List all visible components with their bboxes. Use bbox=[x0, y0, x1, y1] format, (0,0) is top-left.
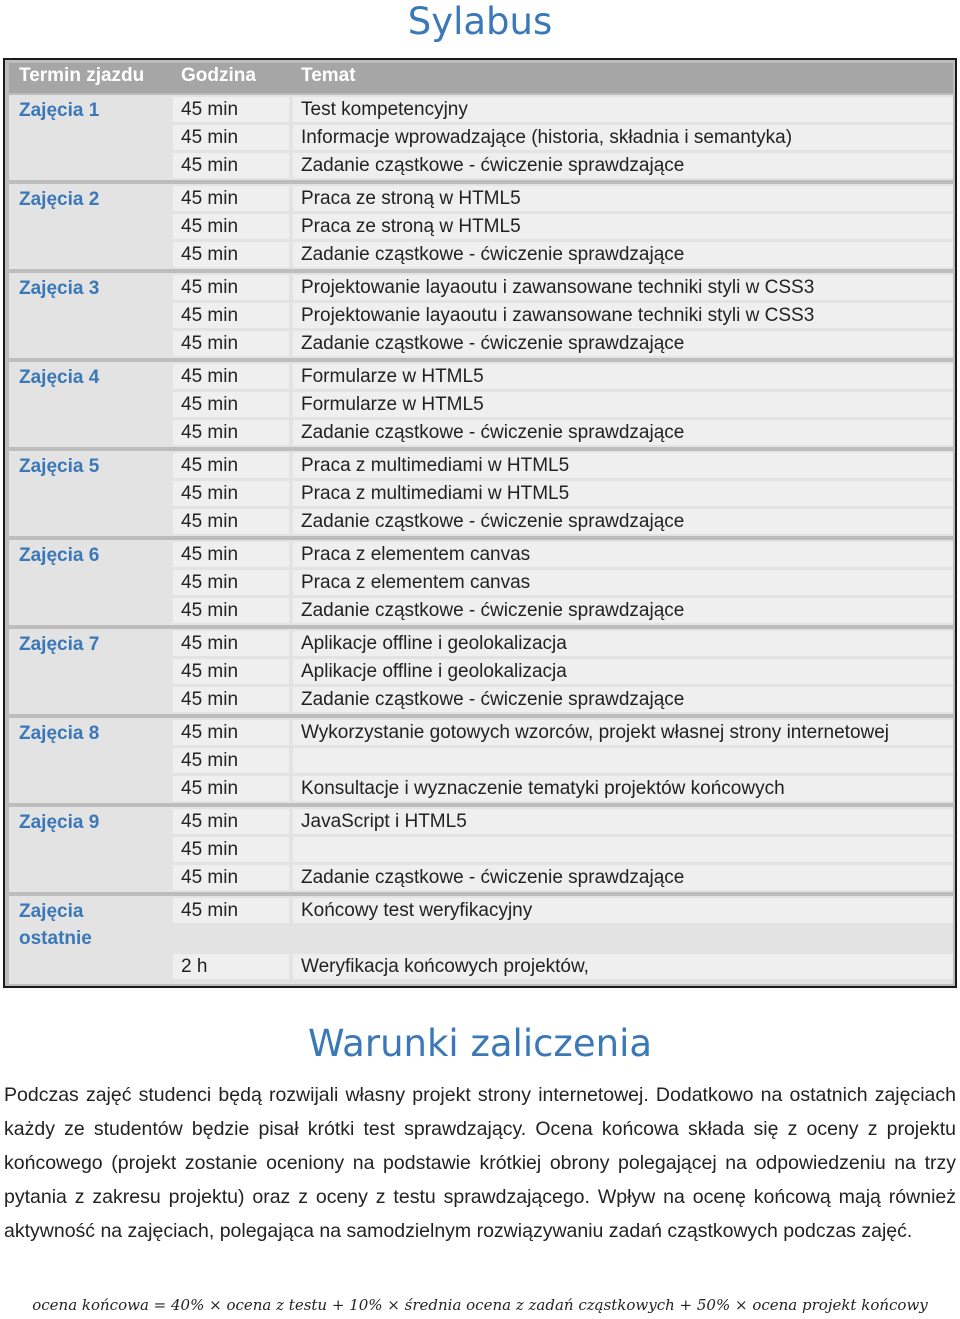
table-row bbox=[9, 570, 953, 595]
row-topic: Zadanie cząstkowe - ćwiczenie sprawdzające bbox=[301, 244, 685, 265]
row-duration: 45 min bbox=[181, 305, 239, 326]
row-topic: Zadanie cząstkowe - ćwiczenie sprawdzające bbox=[301, 511, 685, 532]
session-group bbox=[9, 718, 953, 803]
table-row bbox=[9, 631, 953, 656]
row-duration: 45 min bbox=[181, 900, 239, 921]
row-duration: 45 min bbox=[181, 750, 239, 771]
row-duration: 45 min bbox=[181, 455, 239, 476]
cell-bg bbox=[293, 837, 953, 862]
table-row bbox=[9, 364, 953, 389]
row-topic: Aplikacje offline i geolokalizacja bbox=[301, 633, 567, 654]
table-row bbox=[9, 275, 953, 300]
row-duration: 45 min bbox=[181, 366, 239, 387]
session-group bbox=[9, 451, 953, 536]
row-topic: Weryfikacja końcowych projektów, bbox=[301, 956, 589, 977]
row-duration: 45 min bbox=[181, 778, 239, 799]
table-row bbox=[9, 303, 953, 328]
section-title: Warunki zaliczenia bbox=[307, 1022, 653, 1065]
syllabus-table bbox=[3, 58, 957, 988]
table-row bbox=[9, 776, 953, 801]
row-duration: 45 min bbox=[181, 244, 239, 265]
session-label: Zajęcia 4 bbox=[19, 367, 100, 388]
row-duration: 2 h bbox=[181, 956, 208, 977]
session-label: Zajęcia 9 bbox=[19, 812, 100, 833]
row-topic: Zadanie cząstkowe - ćwiczenie sprawdzające bbox=[301, 155, 685, 176]
header-hour: Godzina bbox=[181, 65, 256, 86]
table-row bbox=[9, 153, 953, 178]
row-topic: Formularze w HTML5 bbox=[301, 366, 484, 387]
row-topic: JavaScript i HTML5 bbox=[301, 811, 467, 832]
session-label: Zajęcia 8 bbox=[19, 723, 100, 744]
row-duration: 45 min bbox=[181, 216, 239, 237]
session-group bbox=[9, 540, 953, 625]
session-label: Zajęcia 3 bbox=[19, 278, 100, 299]
session-group bbox=[9, 184, 953, 269]
row-duration: 45 min bbox=[181, 511, 239, 532]
table-row bbox=[9, 809, 953, 834]
session-group bbox=[9, 629, 953, 714]
row-topic: Test kompetencyjny bbox=[301, 99, 468, 120]
table-header bbox=[9, 63, 953, 93]
table-row bbox=[9, 542, 953, 567]
session-label: Zajęcia 1 bbox=[19, 100, 100, 121]
row-duration: 45 min bbox=[181, 544, 239, 565]
session-group bbox=[9, 273, 953, 358]
table-row bbox=[9, 598, 953, 623]
table-row bbox=[9, 125, 953, 150]
row-duration: 45 min bbox=[181, 867, 239, 888]
table-row bbox=[9, 420, 953, 445]
table-row bbox=[9, 865, 953, 890]
row-topic: Praca ze stroną w HTML5 bbox=[301, 188, 521, 209]
row-topic: Wykorzystanie gotowych wzorców, projekt własnej strony internetowej bbox=[301, 722, 890, 743]
row-duration: 45 min bbox=[181, 127, 239, 148]
row-duration: 45 min bbox=[181, 811, 239, 832]
table-row bbox=[9, 453, 953, 478]
page-title: Sylabus bbox=[407, 0, 553, 43]
session-label: Zajęcia ostatnie bbox=[19, 901, 92, 949]
table-row bbox=[9, 186, 953, 211]
session-group bbox=[9, 896, 953, 984]
row-topic: Aplikacje offline i geolokalizacja bbox=[301, 661, 567, 682]
table-row bbox=[9, 331, 953, 356]
table-row bbox=[9, 242, 953, 267]
session-label: Zajęcia 5 bbox=[19, 456, 100, 477]
row-topic: Konsultacje i wyznaczenie tematyki projektów końcowych bbox=[301, 778, 785, 799]
row-duration: 45 min bbox=[181, 394, 239, 415]
table-row bbox=[9, 720, 953, 745]
row-duration: 45 min bbox=[181, 839, 239, 860]
row-topic: Praca z multimediami w HTML5 bbox=[301, 455, 570, 476]
table-row bbox=[9, 214, 953, 239]
table-row bbox=[9, 898, 953, 923]
row-topic: Końcowy test weryfikacyjny bbox=[301, 900, 533, 921]
session-group bbox=[9, 362, 953, 447]
session-label: Zajęcia 7 bbox=[19, 634, 100, 655]
table-row bbox=[9, 392, 953, 417]
session-label: Zajęcia 2 bbox=[19, 189, 100, 210]
row-topic: Praca z multimediami w HTML5 bbox=[301, 483, 570, 504]
table-row bbox=[9, 687, 953, 712]
row-topic: Praca ze stroną w HTML5 bbox=[301, 216, 521, 237]
table-row bbox=[9, 659, 953, 684]
row-duration: 45 min bbox=[181, 99, 239, 120]
row-topic: Zadanie cząstkowe - ćwiczenie sprawdzające bbox=[301, 333, 685, 354]
conditions-paragraph: Podczas zajęć studenci będą rozwijali własny projekt strony internetowej. Dodatkowo na ostatnich zajęciach każdy ze studentów będzie pisał krótki test sprawdzający. Ocena końcowa składa się z oceny z projektu końcowego (projekt zostanie oceniony na podstawie krótkiej obrony polegającej na odpowiedzeniu na trzy pytania z zakresu projektu) oraz z oceny z testu sprawdzającego. Wpływ na ocenę końcową mają również aktywność na zajęciach, polegająca na samodzielnym rozwiązywaniu zadań cząstkowych podczas zajęć. bbox=[4, 1084, 956, 1242]
row-topic: Zadanie cząstkowe - ćwiczenie sprawdzające bbox=[301, 600, 685, 621]
table-row bbox=[9, 954, 953, 979]
row-duration: 45 min bbox=[181, 600, 239, 621]
table-row bbox=[9, 748, 953, 773]
session-label: Zajęcia 6 bbox=[19, 545, 100, 566]
table-row bbox=[9, 837, 953, 862]
row-duration: 45 min bbox=[181, 633, 239, 654]
row-duration: 45 min bbox=[181, 333, 239, 354]
grade-formula: ocena końcowa = 40% × ocena z testu + 10% × średnia ocena z zadań cząstkowych + 50% × ocena projekt końcowy bbox=[32, 1296, 928, 1314]
header-topic: Temat bbox=[301, 65, 356, 86]
header-term: Termin zjazdu bbox=[19, 65, 145, 86]
row-topic: Zadanie cząstkowe - ćwiczenie sprawdzające bbox=[301, 867, 685, 888]
row-duration: 45 min bbox=[181, 661, 239, 682]
row-topic: Informacje wprowadzające (historia, składnia i semantyka) bbox=[301, 127, 793, 148]
row-duration: 45 min bbox=[181, 483, 239, 504]
row-topic: Zadanie cząstkowe - ćwiczenie sprawdzające bbox=[301, 689, 685, 710]
row-topic: Praca z elementem canvas bbox=[301, 572, 531, 593]
table-row bbox=[9, 97, 953, 122]
row-duration: 45 min bbox=[181, 277, 239, 298]
cell-bg bbox=[293, 748, 953, 773]
row-duration: 45 min bbox=[181, 422, 239, 443]
row-topic: Projektowanie layaoutu i zawansowane techniki styli w CSS3 bbox=[301, 277, 815, 298]
row-duration: 45 min bbox=[181, 722, 239, 743]
row-duration: 45 min bbox=[181, 188, 239, 209]
row-topic: Formularze w HTML5 bbox=[301, 394, 484, 415]
row-topic: Praca z elementem canvas bbox=[301, 544, 531, 565]
session-group bbox=[9, 95, 953, 180]
row-topic: Projektowanie layaoutu i zawansowane techniki styli w CSS3 bbox=[301, 305, 815, 326]
row-topic: Zadanie cząstkowe - ćwiczenie sprawdzające bbox=[301, 422, 685, 443]
table-row bbox=[9, 509, 953, 534]
row-duration: 45 min bbox=[181, 155, 239, 176]
row-duration: 45 min bbox=[181, 572, 239, 593]
row-duration: 45 min bbox=[181, 689, 239, 710]
table-row bbox=[9, 481, 953, 506]
session-group bbox=[9, 807, 953, 892]
